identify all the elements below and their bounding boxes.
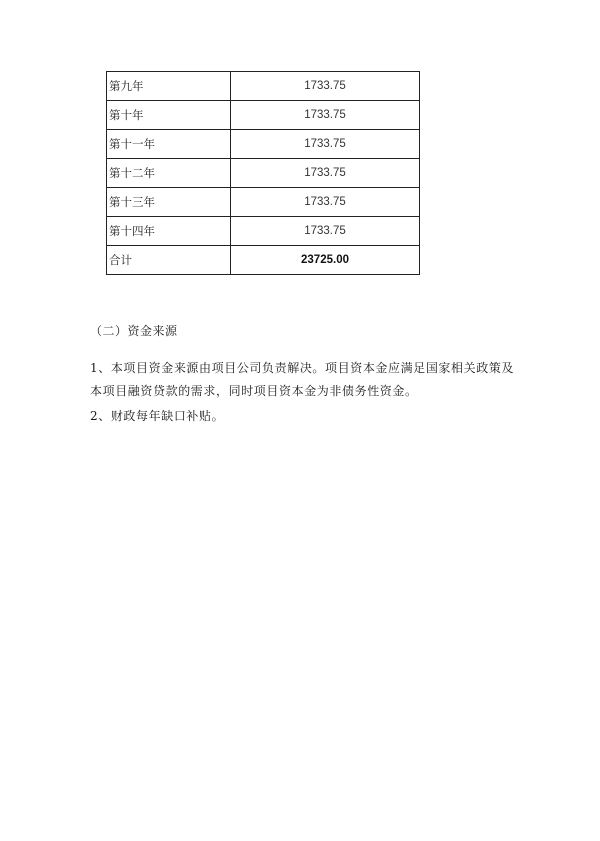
year-cell: 第十四年 bbox=[107, 217, 231, 246]
amount-cell: 1733.75 bbox=[231, 72, 420, 101]
amount-cell: 1733.75 bbox=[231, 159, 420, 188]
table-row bbox=[107, 188, 420, 217]
table-row bbox=[107, 101, 420, 130]
table-row bbox=[107, 217, 420, 246]
year-cell: 第九年 bbox=[107, 72, 231, 101]
funding-table bbox=[106, 71, 420, 275]
amount-cell: 1733.75 bbox=[231, 217, 420, 246]
section-heading: （二）资金来源 bbox=[90, 324, 178, 338]
paragraph-funding-source: 1、本项目资金来源由项目公司负责解决。项目资本金应满足国家相关政策及本项目融资贷款的需求，同时项目资本金为非债务性资金。 bbox=[90, 361, 515, 398]
year-cell: 第十一年 bbox=[107, 130, 231, 159]
total-row bbox=[107, 246, 420, 275]
total-amount: 23725.00 bbox=[231, 246, 420, 275]
year-cell: 第十二年 bbox=[107, 159, 231, 188]
paragraph-fiscal-subsidy: 2、财政每年缺口补贴。 bbox=[90, 409, 225, 423]
amount-cell: 1733.75 bbox=[231, 188, 420, 217]
amount-cell: 1733.75 bbox=[231, 130, 420, 159]
table-row bbox=[107, 130, 420, 159]
amount-cell: 1733.75 bbox=[231, 101, 420, 130]
total-label: 合计 bbox=[107, 246, 231, 275]
year-cell: 第十三年 bbox=[107, 188, 231, 217]
table-row bbox=[107, 72, 420, 101]
year-cell: 第十年 bbox=[107, 101, 231, 130]
table-row bbox=[107, 159, 420, 188]
